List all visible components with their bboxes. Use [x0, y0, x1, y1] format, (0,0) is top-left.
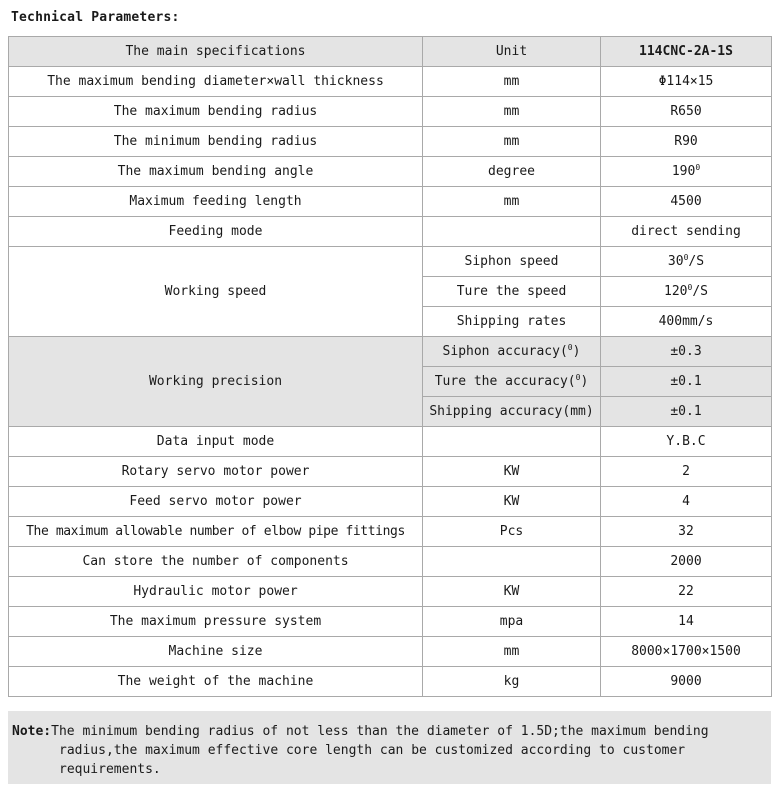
- table-row: [9, 487, 772, 517]
- value-cell: 8000×1700×1500: [601, 637, 772, 667]
- value-cell: 2: [601, 457, 772, 487]
- table-row: [9, 427, 772, 457]
- value-cell: 22: [601, 577, 772, 607]
- unit-cell: [423, 427, 601, 457]
- working-speed-label: Working speed: [9, 247, 423, 337]
- sub-spec-cell: Shipping accuracy(mm): [423, 397, 601, 427]
- unit-cell: mm: [423, 67, 601, 97]
- unit-cell: mm: [423, 97, 601, 127]
- unit-cell: KW: [423, 457, 601, 487]
- spec-cell: Can store the number of components: [9, 547, 423, 577]
- table-row: [9, 607, 772, 637]
- table-row: [9, 187, 772, 217]
- sub-spec-suffix: ): [580, 374, 589, 389]
- table-row: [9, 247, 772, 277]
- unit-cell: Pcs: [423, 517, 601, 547]
- header-model: 114CNC-2A-1S: [601, 37, 772, 67]
- degree-superscript: 0: [567, 343, 573, 352]
- table-row: [9, 127, 772, 157]
- spec-cell: Rotary servo motor power: [9, 457, 423, 487]
- page-title: Technical Parameters:: [11, 10, 180, 25]
- spec-cell: The weight of the machine: [9, 667, 423, 697]
- working-precision-label: Working precision: [9, 337, 423, 427]
- note-box: [8, 711, 771, 784]
- value-cell: 2000: [601, 547, 772, 577]
- sub-spec-cell: [423, 367, 601, 397]
- sub-spec-text: Ture the accuracy(: [434, 374, 576, 389]
- spec-cell: Feed servo motor power: [9, 487, 423, 517]
- value-cell: ±0.1: [601, 367, 772, 397]
- value-cell: 4500: [601, 187, 772, 217]
- value-cell: 14: [601, 607, 772, 637]
- unit-cell: KW: [423, 487, 601, 517]
- unit-cell: mpa: [423, 607, 601, 637]
- table-row: [9, 637, 772, 667]
- degree-superscript: 0: [575, 373, 581, 382]
- sub-spec-cell: Siphon speed: [423, 247, 601, 277]
- note-text: The minimum bending radius of not less than the diameter of 1.5D;the maximum bending radius,the maximum effective core length can be customized according to customer requirements.: [51, 724, 709, 777]
- table-row: [9, 67, 772, 97]
- unit-cell: mm: [423, 127, 601, 157]
- value-cell: 32: [601, 517, 772, 547]
- sub-spec-cell: [423, 337, 601, 367]
- table-header-row: [9, 37, 772, 67]
- sub-spec-cell: Ture the speed: [423, 277, 601, 307]
- table-row: [9, 157, 772, 187]
- unit-cell: [423, 217, 601, 247]
- value-cell: Y.B.C: [601, 427, 772, 457]
- sub-spec-text: Siphon accuracy(: [442, 344, 568, 359]
- value-cell: 400mm/s: [601, 307, 772, 337]
- value-cell: ±0.3: [601, 337, 772, 367]
- value-cell: direct sending: [601, 217, 772, 247]
- header-unit: Unit: [423, 37, 601, 67]
- table-row: [9, 577, 772, 607]
- value-cell: [601, 247, 772, 277]
- unit-cell: KW: [423, 577, 601, 607]
- table-row: [9, 217, 772, 247]
- value-cell: Φ114×15: [601, 67, 772, 97]
- table-row: [9, 97, 772, 127]
- spec-cell: The maximum allowable number of elbow pipe fittings: [9, 517, 423, 547]
- spec-cell: The minimum bending radius: [9, 127, 423, 157]
- unit-cell: kg: [423, 667, 601, 697]
- value-text: 190: [671, 164, 696, 179]
- spec-cell: The maximum bending diameter×wall thickness: [9, 67, 423, 97]
- value-cell: R650: [601, 97, 772, 127]
- spec-cell: Hydraulic motor power: [9, 577, 423, 607]
- value-suffix: /S: [692, 284, 708, 299]
- spec-cell: The maximum bending angle: [9, 157, 423, 187]
- unit-cell: mm: [423, 187, 601, 217]
- unit-cell: mm: [423, 637, 601, 667]
- table-row: [9, 667, 772, 697]
- spec-cell: Feeding mode: [9, 217, 423, 247]
- value-cell: [601, 157, 772, 187]
- sub-spec-cell: Shipping rates: [423, 307, 601, 337]
- value-cell: 4: [601, 487, 772, 517]
- spec-cell: Data input mode: [9, 427, 423, 457]
- unit-cell: degree: [423, 157, 601, 187]
- table-row: [9, 457, 772, 487]
- note-label: Note:: [12, 724, 52, 739]
- table-row: [9, 547, 772, 577]
- value-text: 30: [667, 254, 684, 269]
- value-cell: R90: [601, 127, 772, 157]
- degree-superscript: 0: [683, 253, 689, 262]
- table-row: [9, 517, 772, 547]
- header-spec: The main specifications: [9, 37, 423, 67]
- spec-cell: Maximum feeding length: [9, 187, 423, 217]
- table-row: [9, 337, 772, 367]
- spec-table: [8, 36, 772, 697]
- spec-cell: The maximum bending radius: [9, 97, 423, 127]
- sub-spec-suffix: ): [572, 344, 581, 359]
- value-cell: ±0.1: [601, 397, 772, 427]
- degree-superscript: 0: [687, 283, 693, 292]
- unit-cell: [423, 547, 601, 577]
- value-cell: 9000: [601, 667, 772, 697]
- spec-cell: The maximum pressure system: [9, 607, 423, 637]
- spec-cell: Machine size: [9, 637, 423, 667]
- value-text: 120: [664, 284, 688, 299]
- value-cell: [601, 277, 772, 307]
- degree-superscript: 0: [695, 163, 701, 172]
- value-suffix: /S: [688, 254, 705, 269]
